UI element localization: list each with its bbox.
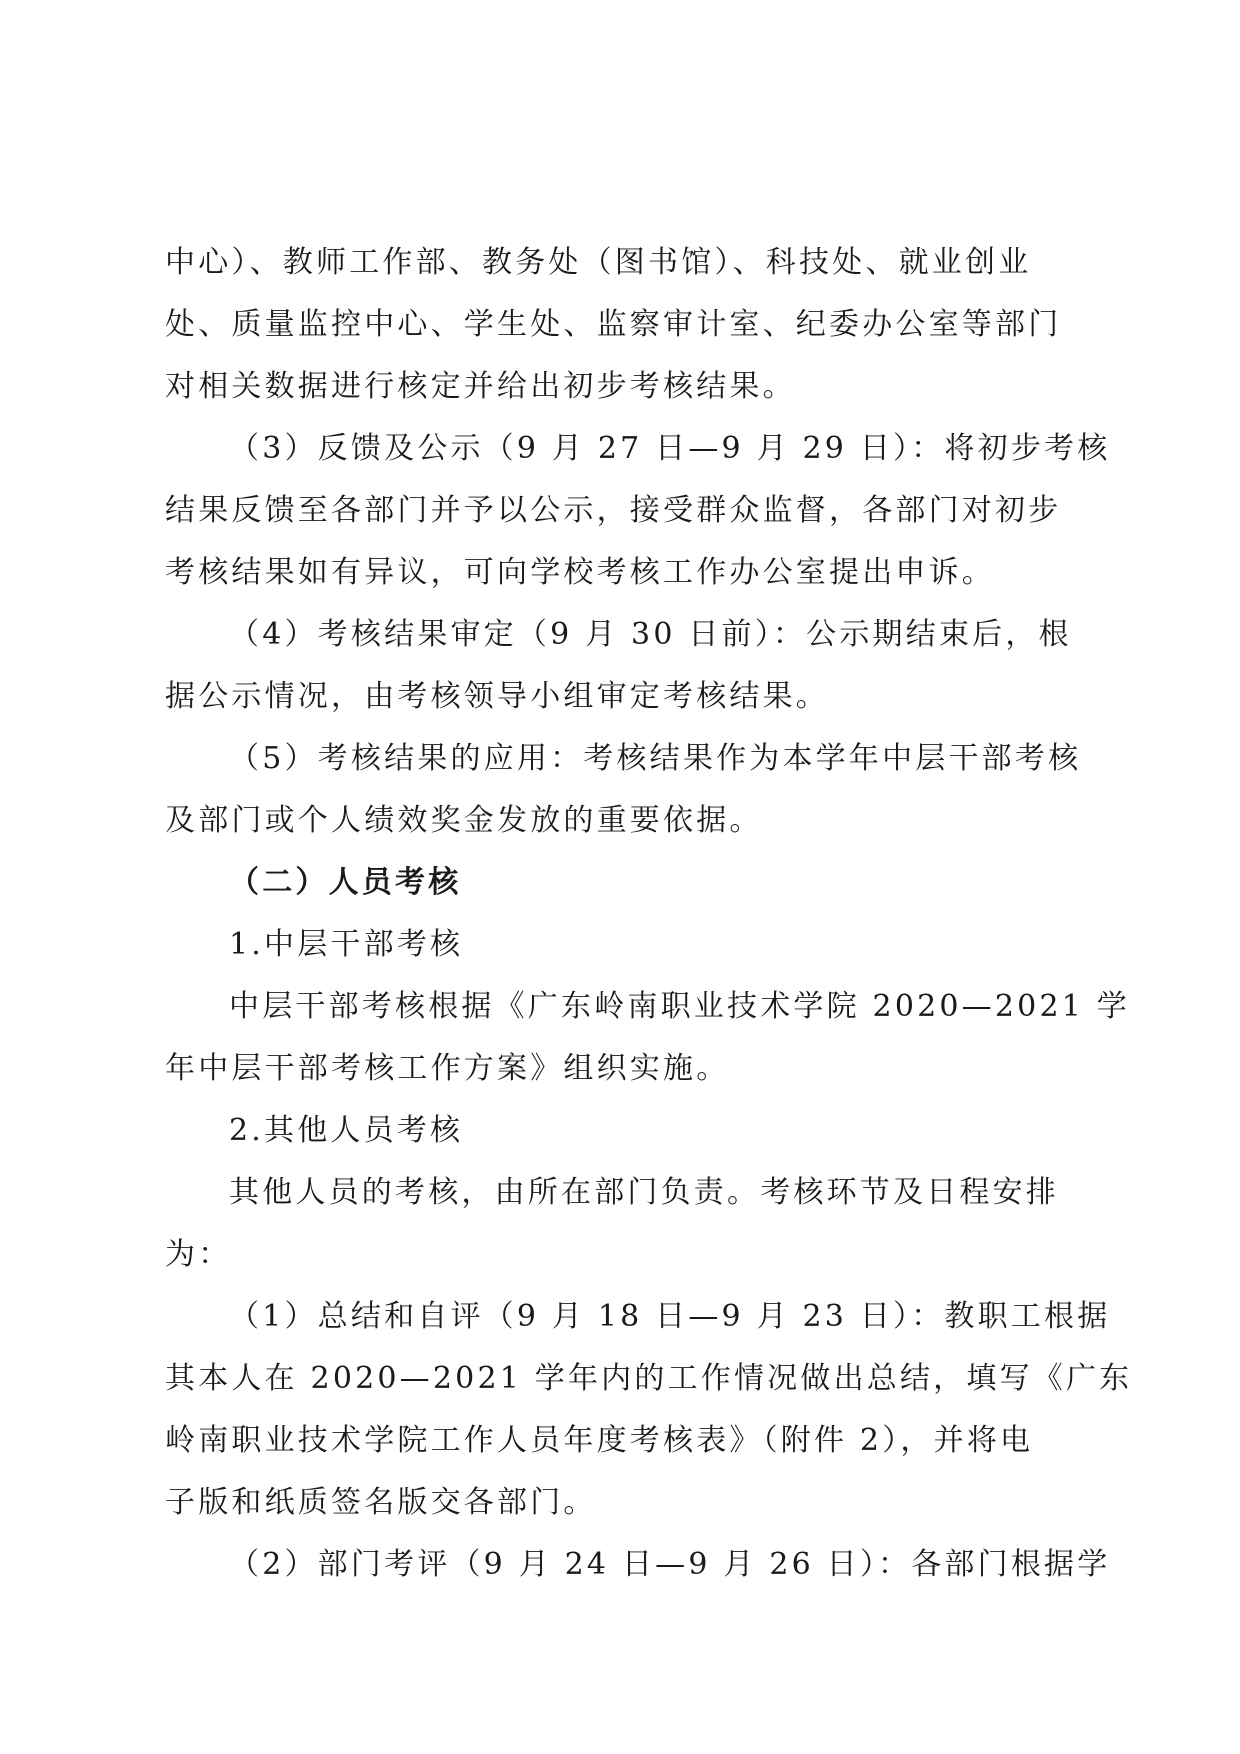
- paragraph-start-line: 中层干部考核根据《广东岭南职业技术学院 2020—2021 学: [229, 989, 1130, 1024]
- body-line: 结果反馈至各部门并予以公示，接受群众监督，各部门对初步: [165, 493, 1062, 528]
- body-line: 年中层干部考核工作方案》组织实施。: [165, 1051, 730, 1086]
- body-line: 为：: [165, 1237, 232, 1272]
- body-line: 中心）、教师工作部、教务处（图书馆）、科技处、就业创业: [165, 245, 1032, 280]
- body-line: 子版和纸质签名版交各部门。: [165, 1485, 597, 1520]
- paragraph-start-line: 其他人员的考核，由所在部门负责。考核环节及日程安排: [229, 1175, 1059, 1210]
- section-heading: （二）人员考核: [229, 865, 462, 900]
- paragraph-start-line: （2）部门考评（9 月 24 日—9 月 26 日）：各部门根据学: [229, 1547, 1111, 1582]
- body-line: 对相关数据进行核定并给出初步考核结果。: [165, 369, 796, 404]
- body-line: 及部门或个人绩效奖金发放的重要依据。: [165, 803, 763, 838]
- paragraph-start-line: （4）考核结果审定（9 月 30 日前）：公示期结束后，根: [229, 617, 1072, 652]
- document-page: [165, 232, 1133, 1596]
- body-line: 据公示情况，由考核领导小组审定考核结果。: [165, 679, 829, 714]
- body-line: 岭南职业技术学院工作人员年度考核表》（附件 2），并将电: [165, 1423, 1034, 1458]
- body-line: 考核结果如有异议，可向学校考核工作办公室提出申诉。: [165, 555, 995, 590]
- subsection-heading: 2.其他人员考核: [229, 1113, 464, 1148]
- paragraph-start-line: （1）总结和自评（9 月 18 日—9 月 23 日）：教职工根据: [229, 1299, 1111, 1334]
- paragraph-start-line: （3）反馈及公示（9 月 27 日—9 月 29 日）：将初步考核: [229, 431, 1111, 466]
- subsection-heading: 1.中层干部考核: [229, 927, 464, 962]
- body-line: 处、质量监控中心、学生处、监察审计室、纪委办公室等部门: [165, 307, 1062, 342]
- body-line: 其本人在 2020—2021 学年内的工作情况做出总结，填写《广东: [165, 1361, 1133, 1396]
- paragraph-start-line: （5）考核结果的应用：考核结果作为本学年中层干部考核: [229, 741, 1082, 776]
